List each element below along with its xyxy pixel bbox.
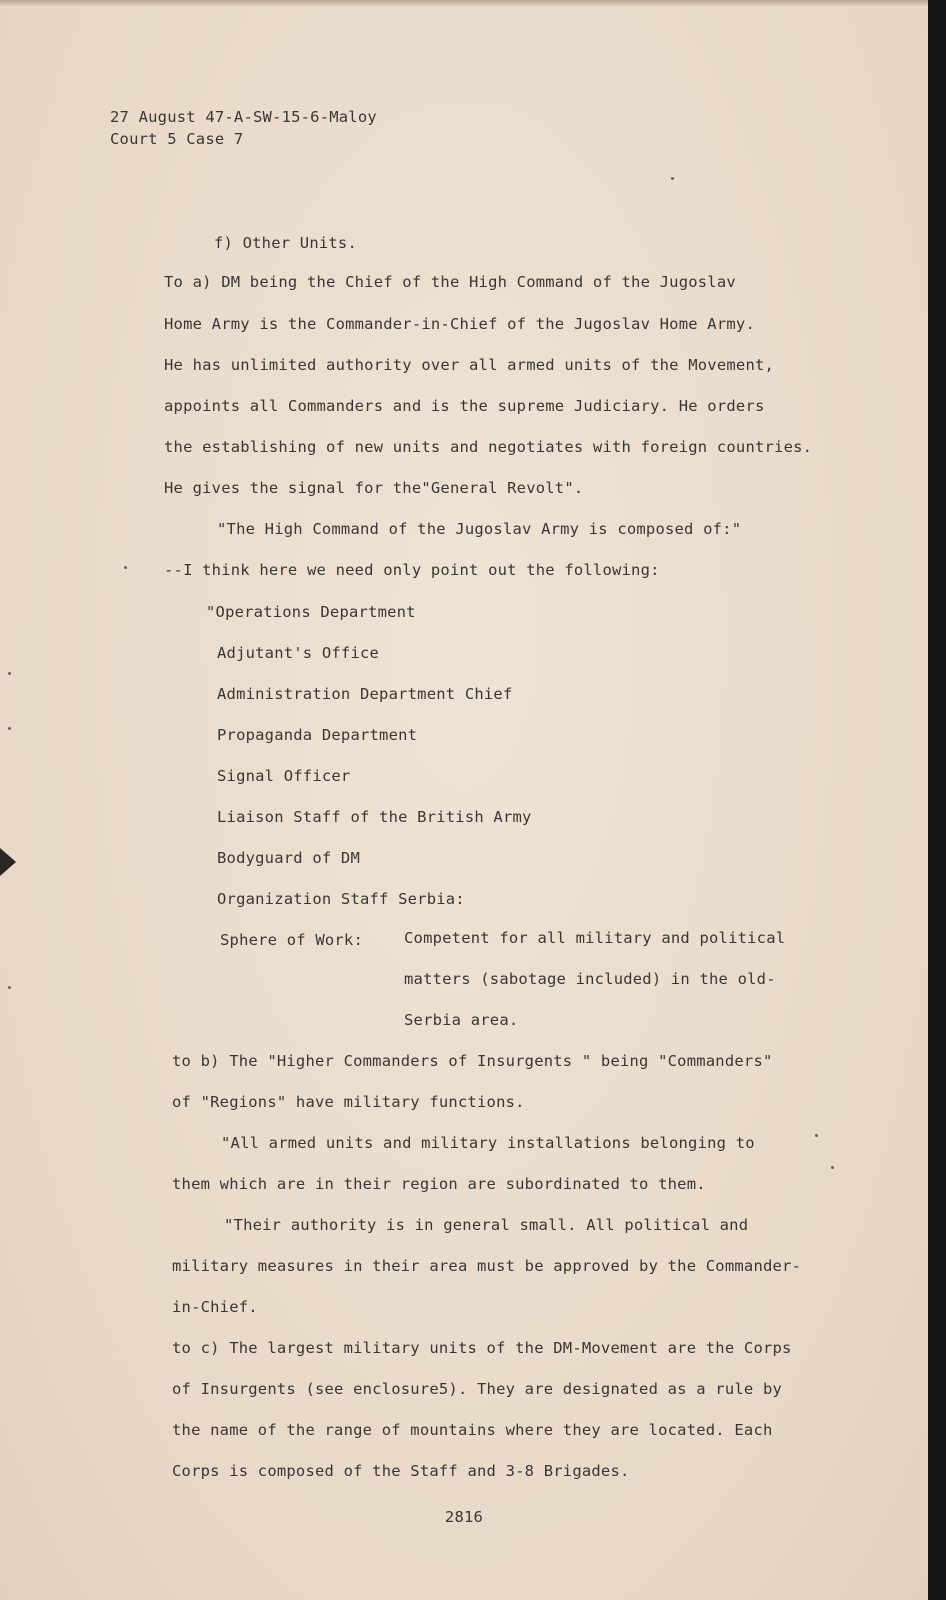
department-item: Signal Officer [217,767,351,785]
quote-authority-line: in-Chief. [172,1298,258,1316]
page-top-edge [0,0,928,8]
department-item: Liaison Staff of the British Army [217,808,532,826]
quote-armed-units-line: "All armed units and military installations belonging to [221,1134,755,1152]
header-court-case: Court 5 Case 7 [110,130,244,148]
paragraph-c-line: to c) The largest military units of the DM-Movement are the Corps [172,1339,792,1357]
paragraph-b-line: to b) The "Higher Commanders of Insurgents " being "Commanders" [172,1052,773,1070]
paragraph-a-line: appoints all Commanders and is the supreme Judiciary. He orders [164,397,765,415]
sphere-of-work-label: Sphere of Work: [220,931,363,949]
paragraph-c-line: the name of the range of mountains where they are located. Each [172,1421,773,1439]
sphere-of-work-line: matters (sabotage included) in the old- [404,970,776,988]
paper-speck [124,566,127,569]
quote-authority-line: "Their authority is in general small. All political and [224,1216,749,1234]
paragraph-c-line: of Insurgents (see enclosure5). They are designated as a rule by [172,1380,783,1398]
department-item: Adjutant's Office [217,644,380,662]
paper-speck [8,727,11,730]
scan-border-right [928,0,946,1600]
sphere-of-work-line: Serbia area. [404,1011,519,1029]
paper-speck [8,672,11,675]
sphere-of-work-line: Competent for all military and political [404,929,786,947]
department-item: Propaganda Department [217,726,418,744]
quote-high-command: "The High Command of the Jugoslav Army is composed of:" [217,520,742,538]
header-reference: 27 August 47-A-SW-15-6-Maloy [110,108,377,126]
page-number: 2816 [444,1508,484,1526]
paragraph-a-line: the establishing of new units and negotiates with foreign countries. [164,438,813,456]
department-item: Administration Department Chief [217,685,513,703]
paper-speck [831,1166,834,1169]
department-item: Organization Staff Serbia: [217,890,465,908]
paragraph-a-line: To a) DM being the Chief of the High Command of the Jugoslav [164,273,736,291]
paragraph-a-line: He gives the signal for the"General Revolt". [164,479,584,497]
paper-speck [8,986,11,989]
paper-speck [815,1134,818,1137]
department-item: "Operations Department [206,603,416,621]
paragraph-a-line: Home Army is the Commander-in-Chief of the Jugoslav Home Army. [164,315,755,333]
paragraph-b-line: of "Regions" have military functions. [172,1093,525,1111]
quote-authority-line: military measures in their area must be approved by the Commander- [172,1257,802,1275]
section-heading: f) Other Units. [214,234,357,252]
quote-armed-units-line: them which are in their region are subordinated to them. [172,1175,706,1193]
paragraph-a-line: He has unlimited authority over all armed units of the Movement, [164,356,775,374]
binding-notch-mark [0,848,16,876]
note-line: --I think here we need only point out the following: [164,561,660,579]
paragraph-c-line: Corps is composed of the Staff and 3-8 Brigades. [172,1462,630,1480]
department-item: Bodyguard of DM [217,849,360,867]
paper-speck [671,177,674,180]
